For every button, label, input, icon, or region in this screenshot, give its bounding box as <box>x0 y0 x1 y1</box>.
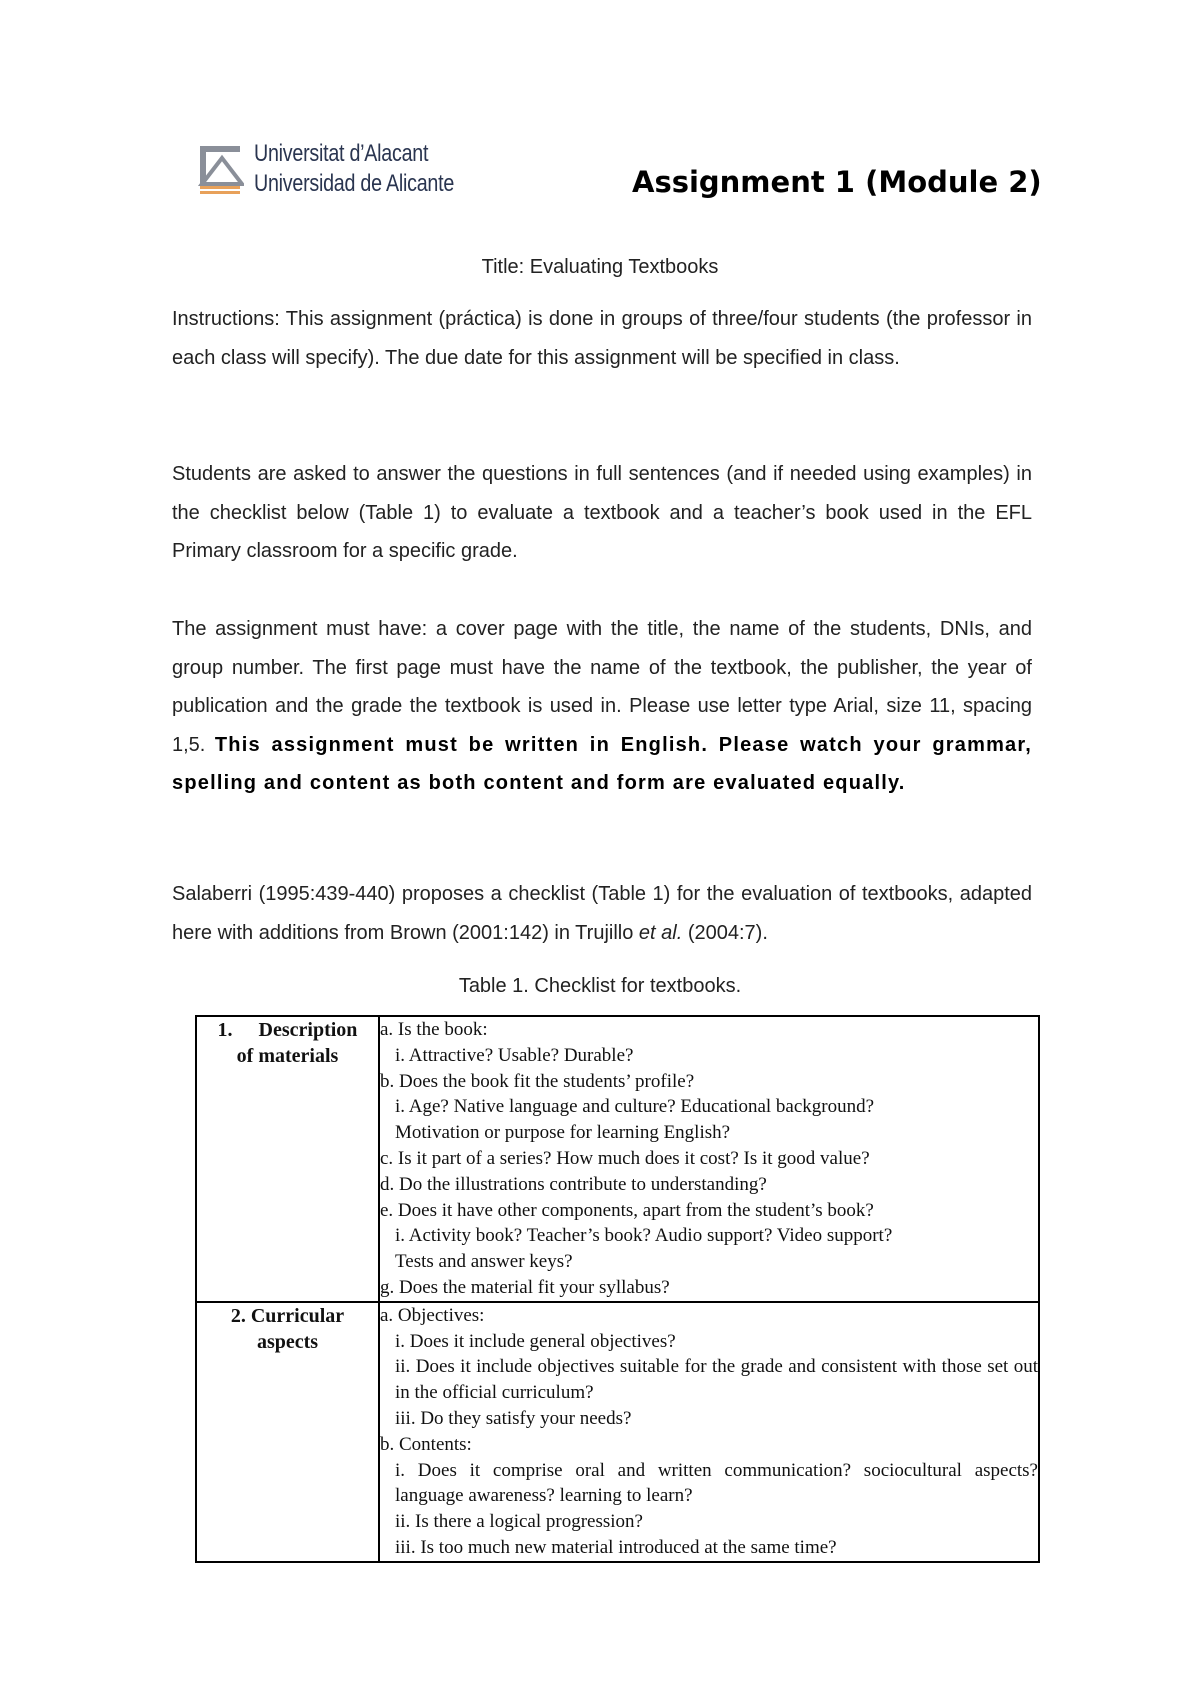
checklist-subitem: i. Does it comprise oral and written communication? sociocultural aspects? language awareness? learning to learn? <box>395 1459 1038 1507</box>
section-number: 1. <box>217 1019 233 1041</box>
section-items-cell <box>379 1302 1039 1562</box>
section-title-part2: of materials <box>236 1045 339 1067</box>
checklist-item: a. Objectives: <box>380 1304 485 1326</box>
checklist-subitem: i. Does it include general objectives? <box>395 1330 676 1352</box>
logo-text-line2: Universidad de Alicante <box>254 170 455 197</box>
section-heading-line1 <box>197 1303 378 1329</box>
section-heading-line1 <box>197 1017 378 1043</box>
checklist-subitem: i. Activity book? Teacher’s book? Audio support? Video support? <box>395 1225 893 1247</box>
table-row <box>196 1016 1039 1302</box>
section-heading-cell <box>196 1302 379 1562</box>
logo-text-line1: Universitat d’Alacant <box>254 140 429 167</box>
salaberri-paragraph <box>172 875 1032 952</box>
checklist-subitem: iii. Is too much new material introduced at the same time? <box>395 1536 837 1558</box>
section-title-part2: aspects <box>256 1330 319 1353</box>
instructions-paragraph: Instructions: This assignment (práctica) is done in groups of three/four students (the professor in each class will specify). The due date for this assignment will be specified in class. <box>172 308 1032 369</box>
section-items-cell <box>379 1016 1039 1302</box>
checklist-item: e. Does it have other components, apart from the student’s book? <box>380 1199 874 1221</box>
checklist-subitem: ii. Does it include objectives suitable for the grade and consistent with those set out in the official curriculum? <box>395 1356 1038 1404</box>
checklist-item: a. Is the book: <box>380 1019 488 1040</box>
checklist-item: c. Is it part of a series? How much does it cost? Is it good value? <box>380 1147 870 1169</box>
salaberri-text-b: (2004:7). <box>687 921 768 944</box>
checklist-subitem: ii. Is there a logical progression? <box>395 1511 643 1533</box>
requirements-text: The assignment must have: a cover page with the title, the name of the students, DNIs, and group number. The first page must have the name of the textbook, the publisher, the year of publication and the grade the textbook is used in. Please use letter type Arial, size 11, spacing 1,5. <box>172 618 1032 756</box>
salaberri-text-a: Salaberri (1995:439-440) proposes a checklist (Table 1) for the evaluation of textbooks, adapted here with additions from Brown (2001:142) in Trujillo <box>172 883 1032 944</box>
table-caption: Table 1. Checklist for textbooks. <box>458 975 742 997</box>
document-title: Title: Evaluating Textbooks <box>481 256 719 278</box>
students-paragraph: Students are asked to answer the questions in full sentences (and if needed using examples) in the checklist below (Table 1) to evaluate a textbook and a teacher’s book used in the EFL Primary classroom for a specific grade. <box>172 463 1032 562</box>
requirements-bold-text: This assignment must be written in English. Please watch your grammar, spelling and content as both content and form are evaluated equally. <box>172 733 1033 794</box>
checklist-subitem: iii. Do they satisfy your needs? <box>395 1407 632 1429</box>
checklist-item: d. Do the illustrations contribute to understanding? <box>380 1173 767 1195</box>
checklist-subitem-continued: Tests and answer keys? <box>395 1251 573 1273</box>
checklist-item: b. Contents: <box>380 1433 472 1455</box>
assignment-title: Assignment 1 (Module 2) <box>632 165 1042 199</box>
checklist-subitem: i. Age? Native language and culture? Educational background? <box>395 1096 875 1118</box>
table-row <box>196 1302 1039 1562</box>
section-title-part1: Curricular <box>250 1304 345 1327</box>
checklist-subitem-continued: Motivation or purpose for learning English? <box>395 1122 731 1144</box>
requirements-paragraph <box>172 610 1032 803</box>
checklist-table <box>195 1015 1040 1563</box>
checklist-item: b. Does the book fit the students’ profile? <box>380 1070 695 1092</box>
salaberri-italic: et al. <box>638 921 683 944</box>
checklist-item: g. Does the material fit your syllabus? <box>380 1276 670 1298</box>
university-emblem-icon <box>194 144 244 196</box>
checklist-subitem: i. Attractive? Usable? Durable? <box>395 1044 634 1066</box>
section-heading-cell <box>196 1016 379 1302</box>
university-logo <box>194 140 494 202</box>
section-number: 2. <box>230 1304 246 1327</box>
section-title-part1: Description <box>258 1019 358 1041</box>
